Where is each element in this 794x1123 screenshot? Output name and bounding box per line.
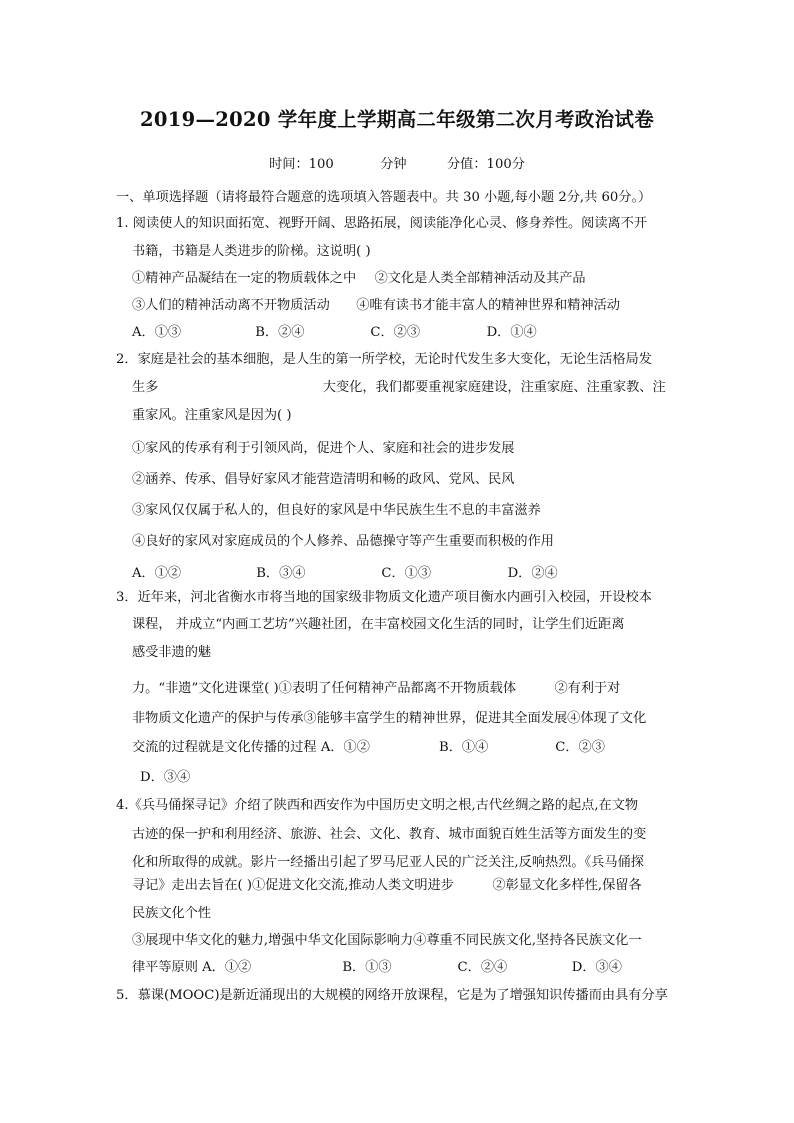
q1-statements-row1 — [132, 267, 586, 286]
q1-option-c: C．②③ — [370, 325, 421, 340]
q2-options — [132, 562, 558, 581]
page-title: 2019—2020 学年度上学期高二年级第二次月考政治试卷 — [139, 108, 655, 131]
q2-statement-3: ③家风仅仅属于私人的，但良好的家风是中华民族生生不息的丰富滋养 — [132, 503, 541, 518]
q2-option-c: C．①③ — [381, 566, 432, 581]
q2-option-a: A．①② — [132, 566, 182, 581]
q1-option-b: B．②④ — [255, 325, 305, 340]
q3-line6 — [132, 736, 605, 755]
q3-option-a: A．①② — [320, 740, 370, 755]
q3-line4-end: ②有利于对 — [554, 681, 621, 696]
q3-option-d: D．③④ — [140, 770, 191, 785]
q4-line4 — [132, 874, 642, 893]
q3-line5: 非物质文化遗产的保护与传承③能够丰富学生的精神世界，促进其全面发展④体现了文化 — [132, 711, 647, 726]
q2-line3: 重家风。注重家风是因为( ) — [132, 408, 292, 423]
score-label: 分值：100分 — [447, 157, 525, 172]
q4-line6: ③展现中华文化的魅力,增强中华文化国际影响力④尊重不同民族文化,坚持各民族文化一 — [132, 933, 642, 948]
time-unit: 分钟 — [380, 157, 407, 172]
q3-line3: 感受非遗的魅 — [132, 645, 212, 660]
q4-line7-text: 律平等原则 — [132, 960, 198, 975]
q1-line2: 书籍，书籍是人类进步的阶梯。这说明( ) — [132, 244, 371, 259]
q4-line7 — [132, 956, 622, 975]
q1-statement-2: ②文化是人类全部精神活动及其产品 — [374, 271, 586, 286]
q4-option-c: C．②④ — [457, 960, 508, 975]
q3-line6-text: 交流的过程就是文化传播的过程 — [132, 740, 317, 755]
q3-line4-start: 力。“非遗”文化进课堂( )①表明了任何精神产品都离不开物质载体 — [132, 681, 517, 696]
q1-statement-3: ③人们的精神活动离不开物质活动 — [132, 298, 330, 313]
q2-line2-start: 生多 — [132, 380, 159, 395]
q2-option-b: B．③④ — [256, 566, 306, 581]
q4-line2: 古迹的保一护和利用经济、旅游、社会、文化、教育、城市面貌百姓生活等方面发生的变 — [132, 827, 647, 842]
q3-line1: 3．近年来，河北省衡水市将当地的国家级非物质文化遗产项目衡水内画引入校园，开设校本 — [116, 590, 652, 605]
exam-meta — [0, 153, 794, 172]
q3-option-b: B．①④ — [439, 740, 489, 755]
q4-option-b: B．①③ — [342, 960, 392, 975]
q2-statement-1: ①家风的传承有利于引领风尚，促进个人、家庭和社会的进步发展 — [132, 441, 515, 456]
q3-line2: 课程， 并成立“内画工艺坊”兴趣社团，在丰富校园文化生活的同时，让学生们近距离 — [132, 617, 625, 632]
q4-line3: 化和所取得的成就。影片一经播出引起了罗马尼亚人民的广泛关注,反响热烈。《兵马俑探 — [132, 855, 644, 870]
q3-option-c: C．②③ — [555, 740, 605, 755]
q2-line2 — [132, 376, 666, 395]
q4-line4-end: ②彰显文化多样性,保留各 — [492, 878, 642, 893]
q3-line4 — [132, 677, 620, 696]
q4-option-d: D．③④ — [571, 960, 622, 975]
q5-line1: 5．慕课(MOOC)是新近涌现出的大规模的网络开放课程，它是为了增强知识传播而由具有分享 — [116, 988, 668, 1003]
q1-statement-1: ①精神产品凝结在一定的物质载体之中 — [132, 271, 357, 286]
q4-line1: 4.《兵马俑探寻记》介绍了陕西和西安作为中国历史文明之根,古代丝绸之路的起点,在文物 — [116, 798, 639, 813]
q1-statements-row2 — [132, 294, 620, 313]
section-heading: 一、单项选择题（请将最符合题意的选项填入答题表中。共 30 小题,每小题 2分,共 60分。） — [116, 190, 652, 205]
q1-statement-4: ④唯有读书才能丰富人的精神世界和精神活动 — [356, 298, 620, 313]
q2-statement-4: ④良好的家风对家庭成员的个人修养、品德操守等产生重要而积极的作用 — [132, 534, 554, 549]
q1-option-a: A．①③ — [132, 325, 182, 340]
q2-line1: 2．家庭是社会的基本细胞，是人生的第一所学校，无论时代发生多大变化，无论生活格局发 — [116, 352, 652, 367]
q1-options — [132, 321, 537, 340]
time-label: 时间：100 — [269, 157, 334, 172]
q4-option-a: A．①② — [202, 960, 252, 975]
q4-line4-start: 寻记》走出去旨在( )①促进文化交流,推动人类文明进步 — [132, 878, 454, 893]
q1-line1: 1. 阅读使人的知识面拓宽、视野开阔、思路拓展，阅读能净化心灵、修身养性。阅读离不开 — [116, 216, 648, 231]
q2-line2-end: 大变化，我们都要重视家庭建设，注重家庭、注重家教、注 — [322, 380, 666, 395]
q2-option-d: D．②④ — [507, 566, 558, 581]
q1-option-d: D．①④ — [486, 325, 537, 340]
q2-statement-2: ②涵养、传承、倡导好家风才能营造清明和畅的政风、党风、民风 — [132, 472, 515, 487]
q4-line5: 民族文化个性 — [132, 906, 212, 921]
